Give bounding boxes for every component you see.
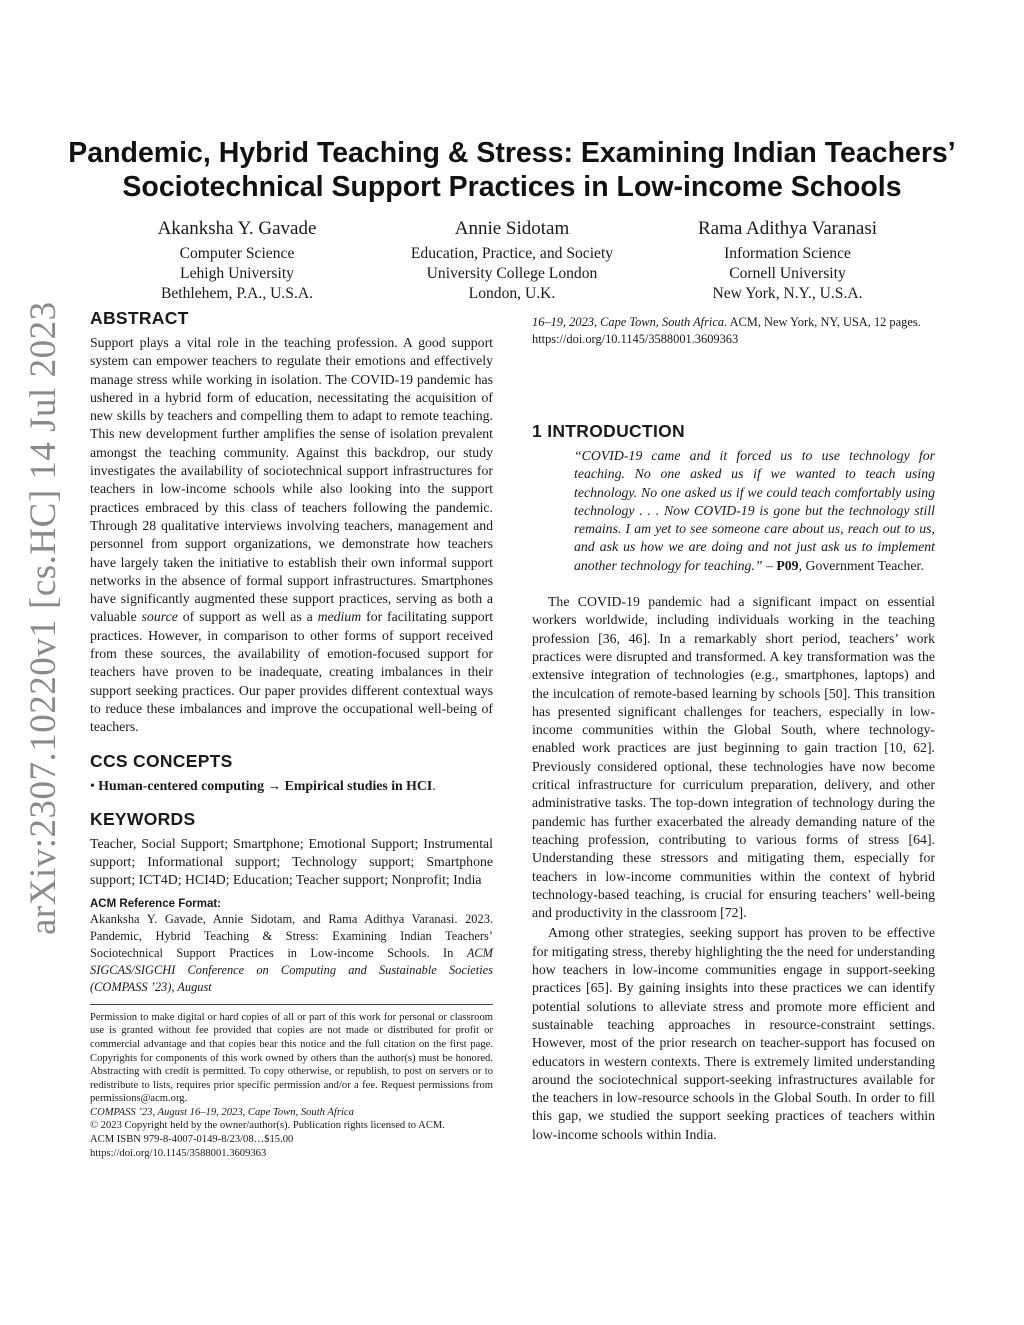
footnote-rule — [90, 1004, 493, 1005]
abstract-text: Support plays a vital role in the teaching profession. A good support system can empower teachers to regulate their emotions and effectively manage stress while working in isolation. The COVID-19 pandemic has ushered in a hybrid form of education, necessitating the acquisition of new skills by teachers and compelling them to adapt to remote teaching. This new development further amplifies the sense of isolation prevalent amongst the teaching community. Against this backdrop, our study investigates the availability of sociotechnical support infrastructures for teachers in low-income schools while also looking into the support practices embraced by this class of teachers following the pandemic. Through 28 qualitative interviews involving teachers, management and personnel from support organizations, we demonstrate how teachers have largely taken the initiative to establish their own informal support networks in the absence of formal support infrastructures. Smartphones have significantly augmented these support practices, serving as both a valuable source of support as well as a medium for facilitating support practices. However, in comparison to other forms of support received from these sources, the availability of emotion-focused support for teachers have proven to be inadequate, creating imbalances in their support seeking practices. Our paper provides different contextual ways to reduce these imbalances and improve the occupational well-being of teachers. — [90, 335, 494, 735]
keywords-text: Teacher, Social Support; Smartphone; Emotional Support; Instrumental support; Informational support; Technology support; Smartphone support; ICT4D; HCI4D; Education; Teacher support; Nonprofit; India — [90, 835, 493, 888]
author-department: Information Science — [724, 245, 851, 262]
acm-reference-heading: ACM Reference Format: — [90, 897, 221, 910]
author-affiliation: Lehigh University — [180, 265, 294, 282]
ccs-item: Human-centered computing → Empirical studies in HCI — [98, 777, 433, 793]
introduction-heading: 1 INTRODUCTION — [532, 421, 685, 441]
left-column — [90, 308, 493, 1160]
author-department: Education, Practice, and Society — [410, 245, 614, 262]
isbn-line: ACM ISBN 979-8-4007-0149-8/23/08…$15.00 — [90, 1134, 294, 1146]
author-name: Akanksha Y. Gavade — [157, 218, 317, 239]
participant-role: , Government Teacher. — [798, 557, 924, 573]
ccs-concepts: • Human-centered computing → Empirical studies in HCI. — [90, 777, 436, 793]
acm-reference-text: Akanksha Y. Gavade, Annie Sidotam, and Rama Adithya Varanasi. 2023. Pandemic, Hybrid Teaching & Stress: Examining Indian Teachers’ Sociotechnical Support Practices in Low-income Schools. In ACM SIGCAS/SIGCHI Conference on Computing and Sustainable Societies (COMPASS ’23), August — [90, 911, 493, 994]
keywords-heading: KEYWORDS — [90, 808, 196, 829]
intro-paragraph-2: Among other strategies, seeking support has proven to be effective for mitigating stress, thereby highlighting the the need for understanding how teachers in low-income communities engage in support-seeking practices [65]. By gaining insights into these practices we can identify potential solutions to alleviate stress and promote more efficient and sustainable teaching approaches in resource-constraint settings. However, most of the prior research on teacher-support has focused on educators in western contexts. There is extremely limited understanding around the sociotechnical support-seeking infrastructures available for the teachers in low-resource schools in the Global South. In order to fill this gap, we studied the support seeking practices of teachers within low-income schools within India. — [532, 925, 935, 1142]
author-location: New York, N.Y., U.S.A. — [712, 285, 863, 302]
acm-reference-continued: 16–19, 2023, Cape Town, South Africa. ACM, New York, NY, USA, 12 pages. https://doi.org/10.1145/3588001.3609363 — [532, 315, 921, 346]
acm-reference-venue: ACM SIGCAS/SIGCHI Conference on Computing and Sustainable Societies (COMPASS ’23), August — [90, 945, 493, 994]
right-column — [532, 314, 935, 1144]
title-line-2: Sociotechnical Support Practices in Low-income Schools — [122, 171, 902, 203]
emphasis-medium: medium — [317, 609, 362, 625]
doi-line[interactable]: https://doi.org/10.1145/3588001.3609363 — [90, 1147, 267, 1159]
author-block-1 — [137, 217, 337, 304]
epigraph-quote: “COVID-19 came and it forced us to use technology for teaching. No one asked us if we wanted to teach using technology. No one asked us if we could teach comfortably using technology . . . Now COVID-19 is gone but the technology still remains. I am yet to see someone care about us, reach out to us, and ask us how we are doing and not just ask us to implement another technology for teaching.” – P09, Government Teacher. — [574, 448, 935, 573]
paper-title — [60, 136, 964, 204]
emphasis-source: source — [141, 609, 178, 625]
author-location: Bethlehem, P.A., U.S.A. — [160, 285, 314, 302]
ccs-heading: CCS CONCEPTS — [90, 750, 233, 771]
author-location: London, U.K. — [468, 285, 556, 302]
copyright-line: © 2023 Copyright held by the owner/author(s). Publication rights licensed to ACM. — [90, 1120, 445, 1132]
author-block-3 — [680, 217, 895, 304]
author-block-2 — [382, 217, 642, 304]
author-affiliation: University College London — [426, 265, 598, 282]
author-affiliation: Cornell University — [729, 265, 846, 282]
author-name: Rama Adithya Varanasi — [697, 218, 878, 239]
conference-line: COMPASS ’23, August 16–19, 2023, Cape Town, South Africa — [90, 1106, 354, 1118]
author-department: Computer Science — [179, 245, 295, 262]
title-line-1: Pandemic, Hybrid Teaching & Stress: Examining Indian Teachers’ — [68, 137, 956, 169]
permission-footnote — [90, 1011, 493, 1161]
arxiv-identifier: arXiv:2307.10220v1 [cs.HC] 14 Jul 2023 — [23, 301, 64, 935]
permission-text: Permission to make digital or hard copies of all or part of this work for personal or classroom use is granted without fee provided that copies are not made or distributed for profit or commercial advantage and that copies bear this notice and the full citation on the first page. Copyrights for components of this work owned by others than the author(s) must be honored. Abstracting with credit is permitted. To copy otherwise, or republish, to post on servers or to redistribute to lists, requires prior specific permission and/or a fee. Request permissions from permissions@acm.org. — [90, 1011, 493, 1105]
participant-id: P09 — [776, 557, 799, 573]
abstract-heading: ABSTRACT — [90, 308, 189, 328]
author-name: Annie Sidotam — [454, 218, 570, 239]
intro-paragraph-1: The COVID-19 pandemic had a significant impact on essential workers worldwide, including individuals working in the teaching profession [36, 46]. In a remarkably short period, teachers’ work practices were disrupted and transformed. A key transformation was the extensive integration of technologies (e.g., smartphones, laptops) and the inculcation of remote-based learning by schools [50]. This transition has presented significant challenges for teachers, especially in low-income communities within the Global South, where technology-enabled work practices are just beginning to gain traction [10, 62]. Previously considered optional, these technologies have now become critical infrastructure for curriculum preparation, delivery, and other administrative tasks. The top-down integration of technology during the pandemic has further exacerbated the already demanding nature of the teaching profession, contributing to various forms of stress [64]. Understanding these stressors and mitigating them, especially for teachers in low-income communities within the context of hybrid technology-based teaching, is crucial for ensuring teachers’ well-being and productivity in the classroom [72]. — [532, 594, 935, 921]
